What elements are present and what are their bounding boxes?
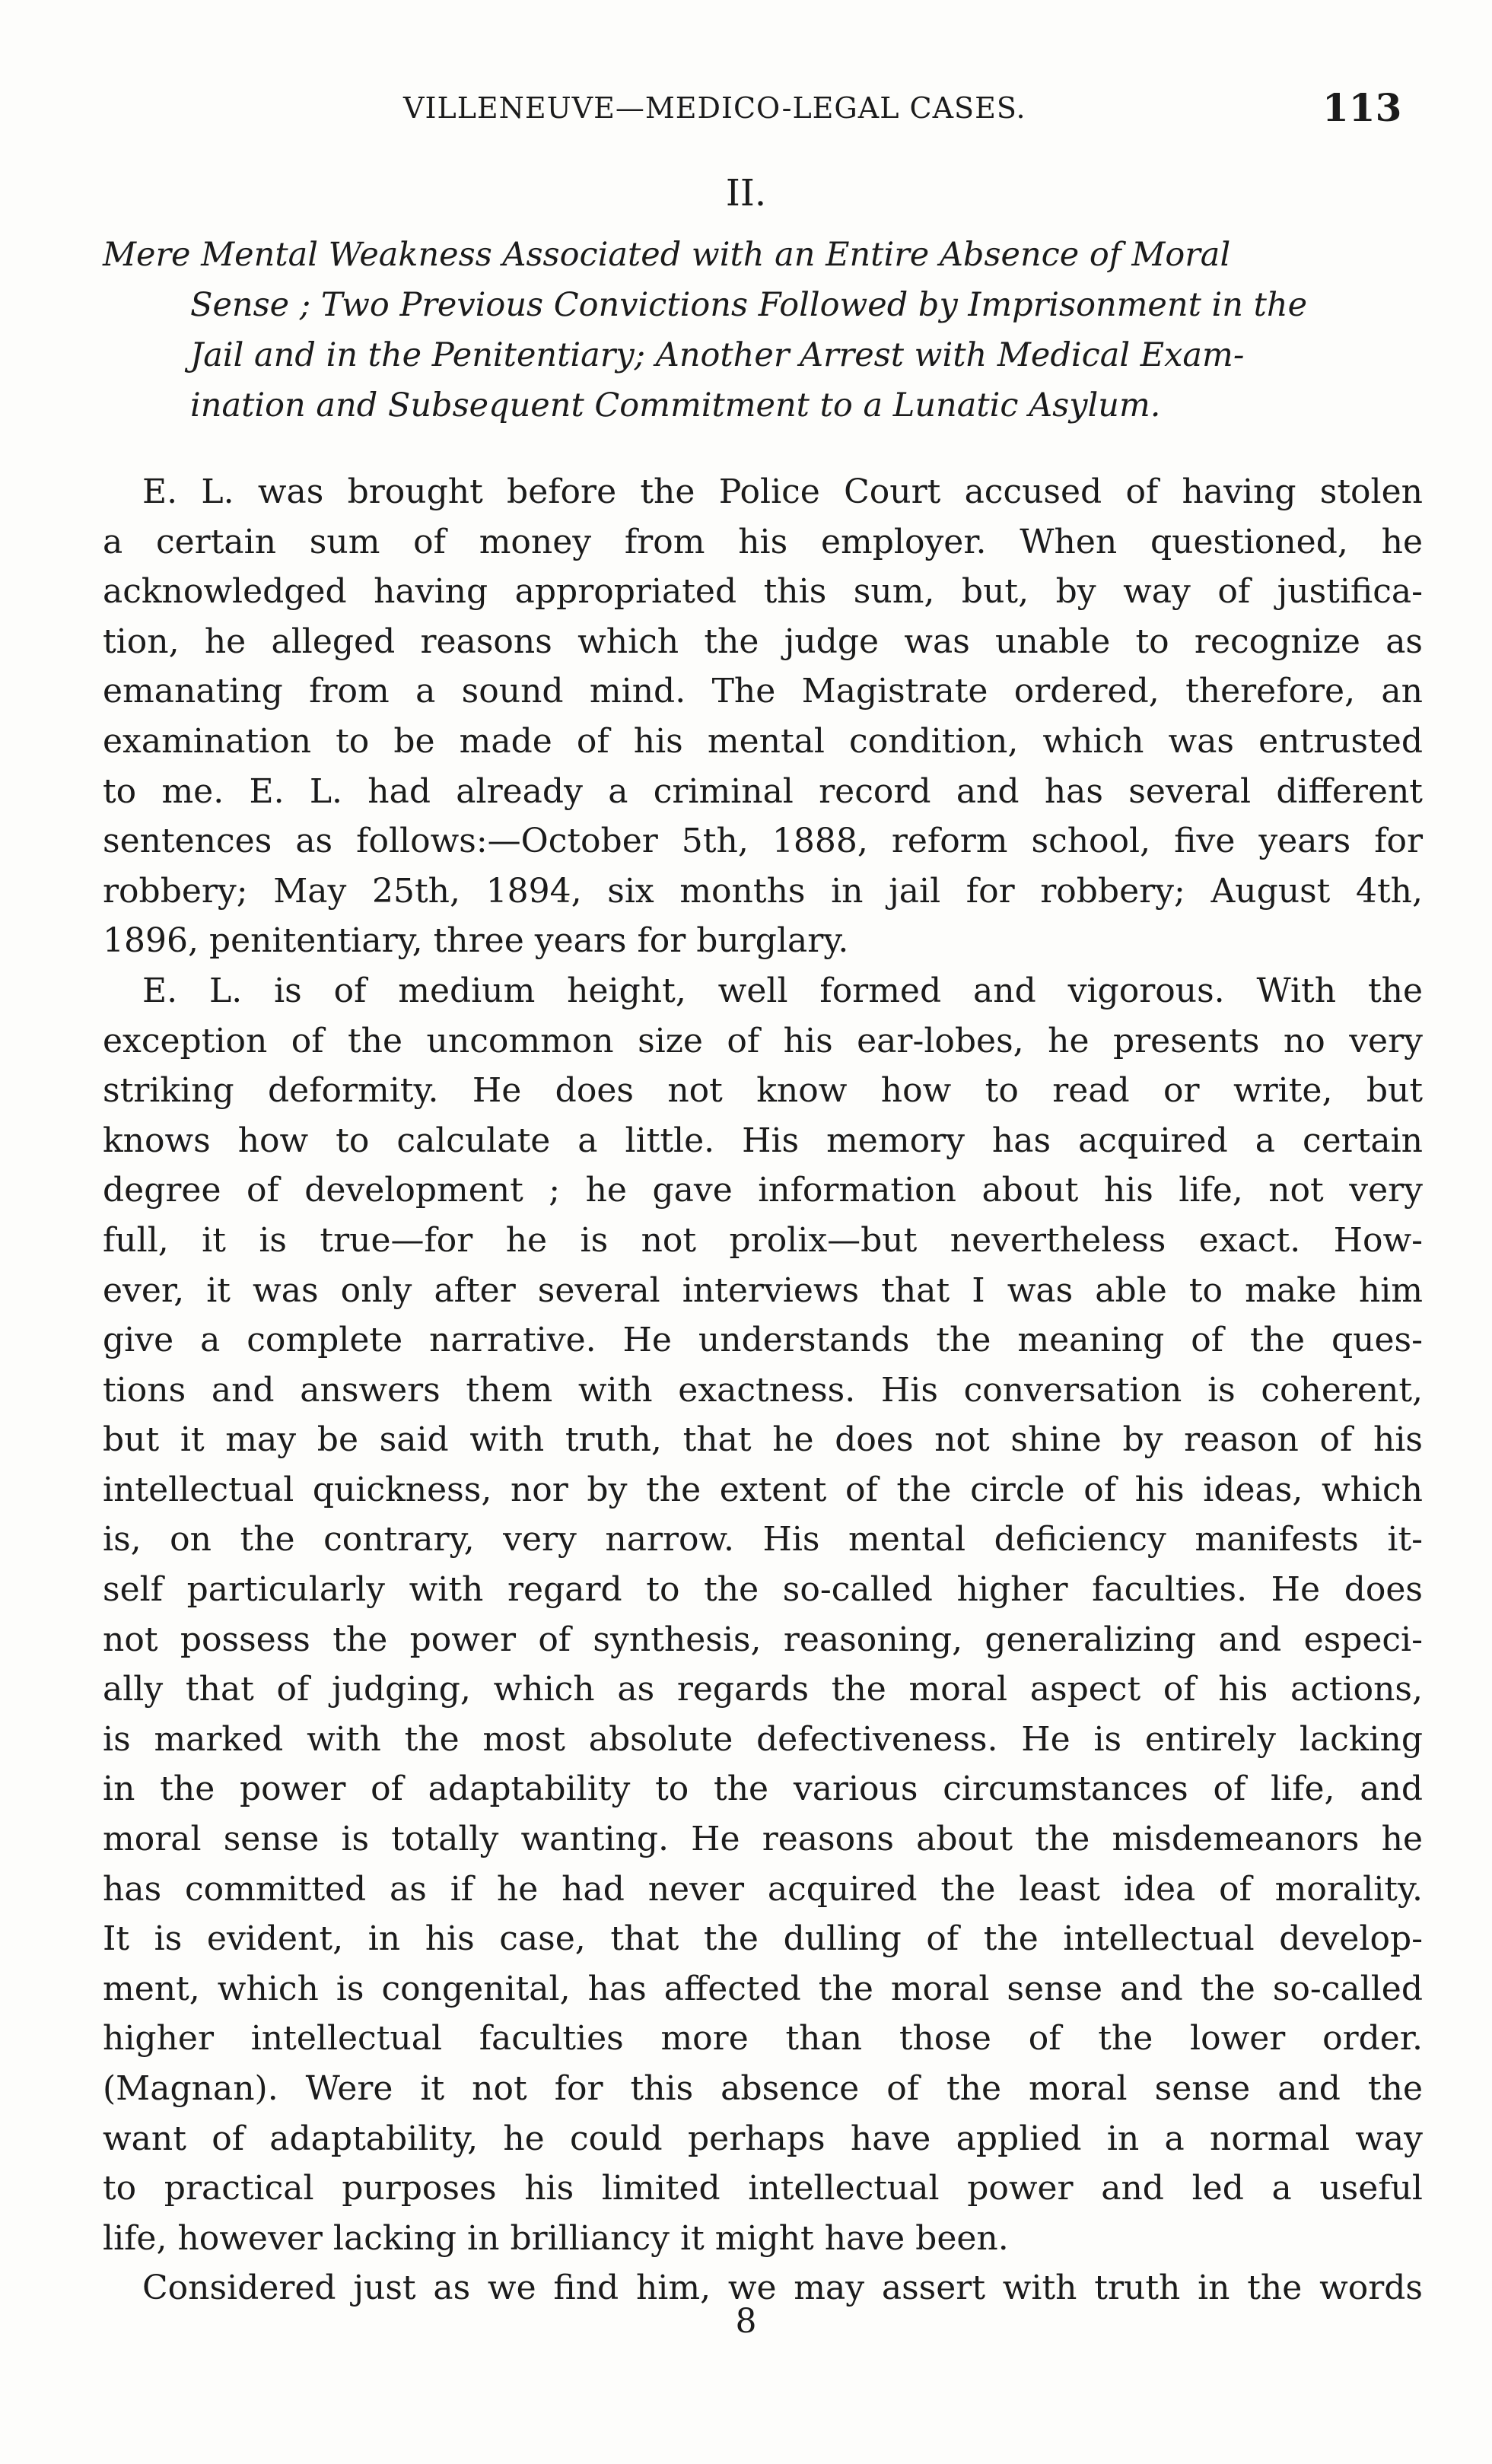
- section-title-line: ination and Subsequent Commitment to a Lunatic Asylum.: [190, 386, 1161, 424]
- body-line: 1896, penitentiary, three years for burglary.: [103, 921, 849, 961]
- body-text: [103, 467, 1423, 2313]
- body-line: want of adaptability, he could perhaps have applied in a normal way: [103, 2119, 1423, 2158]
- body-line: emanating from a sound mind. The Magistrate ordered, therefore, an: [103, 672, 1423, 711]
- body-line: sentences as follows:—October 5th, 1888, reform school, five years for: [103, 822, 1423, 861]
- body-line: ment, which is congenital, has affected the moral sense and the so-called: [103, 1969, 1423, 2008]
- body-line: examination to be made of his mental condition, which was entrusted: [103, 721, 1423, 761]
- body-line: is, on the contrary, very narrow. His mental deficiency manifests it-: [103, 1520, 1423, 1559]
- body-line: but it may be said with truth, that he does not shine by reason of his: [103, 1420, 1423, 1460]
- body-line: degree of development ; he gave information about his life, not very: [103, 1171, 1423, 1210]
- body-line: to practical purposes his limited intellectual power and led a useful: [103, 2169, 1423, 2208]
- running-title: VILLENEUVE—MEDICO-LEGAL CASES.: [403, 91, 1026, 125]
- body-line: a certain sum of money from his employer. When questioned, he: [103, 522, 1423, 561]
- body-line: (Magnan). Were it not for this absence of the moral sense and the: [103, 2069, 1423, 2108]
- section-title-line: Jail and in the Penitentiary; Another Arrest with Medical Exam-: [190, 336, 1245, 374]
- body-line: ever, it was only after several interviews that I was able to make him: [103, 1270, 1423, 1310]
- body-line: It is evident, in his case, that the dulling of the intellectual develop-: [103, 1919, 1423, 1959]
- running-head: [0, 85, 1492, 131]
- body-line: moral sense is totally wanting. He reasons about the misdemeanors he: [103, 1820, 1423, 1859]
- body-line: tions and answers them with exactness. His conversation is coherent,: [103, 1370, 1423, 1410]
- body-line: robbery; May 25th, 1894, six months in jail for robbery; August 4th,: [103, 871, 1423, 911]
- body-line: E. L. is of medium height, well formed and vigorous. With the: [142, 971, 1423, 1010]
- body-line: is marked with the most absolute defectiveness. He is entirely lacking: [103, 1719, 1423, 1759]
- body-line: give a complete narrative. He understands the meaning of the ques-: [103, 1321, 1423, 1360]
- page-number: 113: [1322, 85, 1402, 130]
- body-line: striking deformity. He does not know how to read or write, but: [103, 1071, 1423, 1111]
- body-line: knows how to calculate a little. His memory has acquired a certain: [103, 1121, 1423, 1160]
- body-line: life, however lacking in brilliancy it might have been.: [103, 2218, 1009, 2258]
- body-line: exception of the uncommon size of his ear-lobes, he presents no very: [103, 1021, 1423, 1060]
- section-title-line: Sense ; Two Previous Convictions Followed by Imprisonment in the: [190, 286, 1308, 324]
- body-line: tion, he alleged reasons which the judge was unable to recognize as: [103, 622, 1423, 661]
- section-number: II.: [725, 172, 767, 215]
- signature-mark: 8: [735, 2302, 757, 2341]
- body-line: intellectual quickness, nor by the extent of the circle of his ideas, which: [103, 1470, 1423, 1509]
- body-line: ally that of judging, which as regards the moral aspect of his actions,: [103, 1670, 1423, 1709]
- body-line: to me. E. L. had already a criminal record and has several different: [103, 771, 1423, 811]
- section-title: [103, 230, 1423, 431]
- body-line: in the power of adaptability to the various circumstances of life, and: [103, 1769, 1423, 1809]
- body-line: E. L. was brought before the Police Court accused of having stolen: [142, 472, 1423, 511]
- body-line: has committed as if he had never acquired the least idea of morality.: [103, 1869, 1423, 1909]
- body-line: acknowledged having appropriated this sum, but, by way of justifica-: [103, 572, 1423, 612]
- body-line: self particularly with regard to the so-called higher faculties. He does: [103, 1570, 1423, 1610]
- body-line: Considered just as we find him, we may assert with truth in the words: [142, 2268, 1423, 2308]
- section-title-line: Mere Mental Weakness Associated with an Entire Absence of Moral: [103, 236, 1231, 274]
- body-line: not possess the power of synthesis, reasoning, generalizing and especi-: [103, 1620, 1423, 1659]
- body-line: full, it is true—for he is not prolix—but nevertheless exact. How-: [103, 1220, 1423, 1260]
- body-line: higher intellectual faculties more than those of the lower order.: [103, 2019, 1423, 2059]
